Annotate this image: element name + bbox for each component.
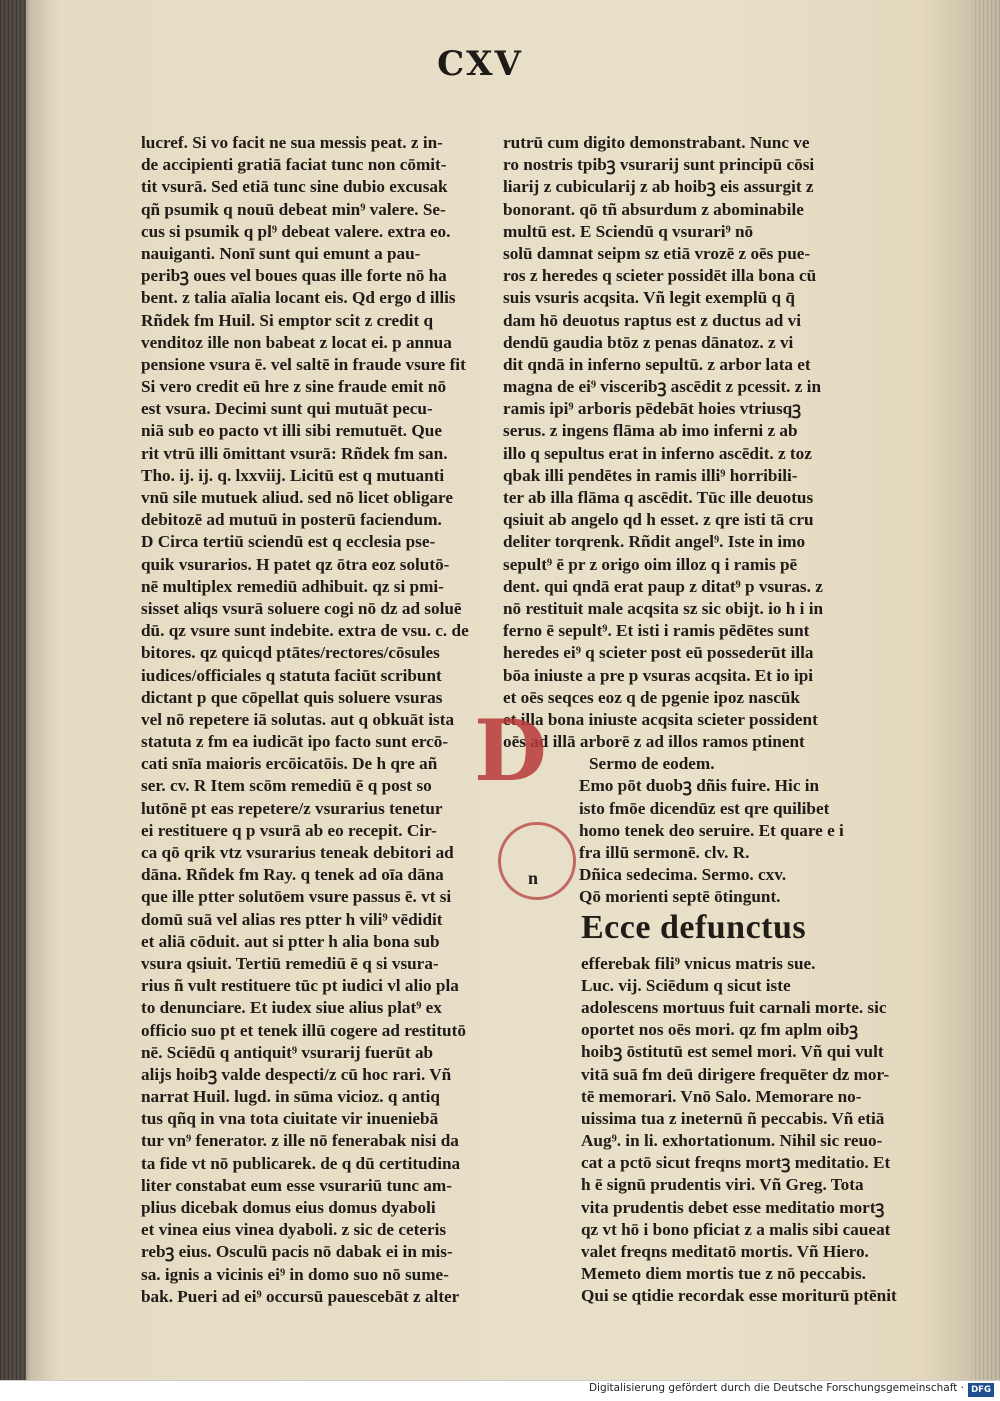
text-line: vel nō repetere iā solutas. aut q obkuāt ista xyxy=(141,709,455,729)
text-line: bonorant. qō tñ absurdum z abominabile xyxy=(503,199,804,219)
text-line: lucref. Si vo facit ne sua messis peat. z in- xyxy=(141,133,443,152)
text-line: suis vsuris acqsita. Vñ legit exemplū q q̄ xyxy=(503,288,795,308)
text-line: vsura qsiuit. Tertiū remediū ē q si vsura- xyxy=(141,953,439,973)
text-line: alijs hoibꝫ valde despecti/z cū hoc rari. Vñ xyxy=(141,1064,452,1084)
text-line: rius ñ vult restituere tūc pt iudici vl alio pla xyxy=(141,976,459,996)
text-line: h ē signū prudentis viri. Vñ Greg. Tota xyxy=(581,1175,864,1195)
text-line: bitores. qz quicqd ptātes/rectores/cōsules xyxy=(141,643,440,663)
text-line: isto fmōe dicendūz est qre quilibet xyxy=(579,798,830,818)
text-line: adolescens mortuus fuit carnali morte. sic xyxy=(581,997,887,1017)
text-line: multū est. E Sciendū q vsurari⁹ nō xyxy=(503,221,754,241)
text-line: deliter torqrenk. Rñdit angel⁹. Iste in imo xyxy=(503,532,806,552)
text-line: bak. Pueri ad ei⁹ occursū pauescebāt z alter xyxy=(141,1286,460,1306)
text-line: oēs ad illā arborē z ad illos ramos ptinent xyxy=(503,732,805,752)
text-line: solū damnat seipm sz etiā vrozē z oēs pue- xyxy=(503,243,811,263)
text-line: Emo pōt duobꝫ dñis fuire. Hic in xyxy=(579,776,820,796)
text-line: dū. qz vsure sunt indebite. extra de vsu. c. de xyxy=(141,621,469,641)
text-line: to denunciare. Et iudex siue alius plat⁹ ex xyxy=(141,998,442,1018)
right-text-column xyxy=(503,132,897,1308)
text-line: qz vt hō i bono pficiat z a malis sibi caueat xyxy=(581,1219,891,1239)
text-line: dent. qui qndā erat paup z ditat⁹ p vsuras. z xyxy=(503,576,823,596)
text-line: Si vero credit eū hre z sine fraude emit nō xyxy=(141,377,447,397)
text-line: officio suo pt et tenek illū cogere ad restitutō xyxy=(141,1020,466,1040)
text-line: et oēs seqces eoz q de pgenie ipoz nascūk xyxy=(503,687,800,707)
text-line: niā sub eo pacto vt illi sibi remutuēt. Que xyxy=(141,421,442,441)
text-line: narrat Huil. lugd. in sūma vicioz. q antiq xyxy=(141,1087,440,1107)
text-line: debitozē ad mutuū in posterū faciendum. xyxy=(141,510,442,530)
dfg-logo: DFG xyxy=(968,1383,994,1397)
text-line: homo tenek deo seruire. Et quare e i xyxy=(579,820,844,840)
text-line: Aug⁹. in li. exhortationum. Nihil sic reuo- xyxy=(581,1131,883,1151)
page-stack-right xyxy=(972,0,1000,1380)
text-line: nē multiplex remediū adhibuit. qz si pmi- xyxy=(141,576,444,596)
text-line: ros z heredes q scieter possidēt illa bona cū xyxy=(503,266,817,286)
text-line: et aliā cōduit. aut si ptter h alia bona sub xyxy=(141,931,440,951)
text-line: ta fide vt nō publicarek. de q dū certitudina xyxy=(141,1153,461,1173)
text-line: rit vtrū illi ōmittant vsurā: Rñdek fm san. xyxy=(141,443,448,463)
page-stack-left xyxy=(0,0,26,1380)
text-line: qbak illi pendētes in ramis illi⁹ horribili- xyxy=(503,465,798,485)
text-line: peribꝫ oues vel boues quas ille forte nō ha xyxy=(141,266,447,286)
sermon-heading: Sermo de eodem. xyxy=(589,754,715,774)
text-line: lutōnē pt eas repetere/z vsurarius tenetur xyxy=(141,798,443,818)
text-line: venditoz ille non babeat z locat ei. p annua xyxy=(141,332,452,352)
text-line: dendū gaudia btōz z penas dānatoz. z vi xyxy=(503,332,794,352)
text-line: est vsura. Decimi sunt qui mutuāt pecu- xyxy=(141,399,433,419)
text-line: tur vn⁹ fenerator. z ille nō fenerabak nisi da xyxy=(141,1131,459,1151)
section-title: Ecce defunctus xyxy=(581,908,807,946)
text-line: dictant p que cōpellat quis soluere vsuras xyxy=(141,687,443,707)
text-line: tit vsurā. Sed etiā tunc sine dubio excusak xyxy=(141,177,448,197)
text-line: oportet nos oēs mori. qz fm aplm oibꝫ xyxy=(581,1020,859,1040)
text-line: statuta z fm ea iudicāt ipo facto sunt ercō- xyxy=(141,732,449,752)
text-line: tus qñq in vna tota ciuitate vir inueniebā xyxy=(141,1109,439,1129)
text-line: Luc. vij. Sciēdum q sicut iste xyxy=(581,975,791,995)
footer-credit: Digitalisierung gefördert durch die Deutsche Forschungsgemeinschaft · xyxy=(588,1382,964,1394)
text-line: vnū sile mutuek aliud. sed nō licet obligare xyxy=(141,488,453,507)
text-line: ei restituere q p vsurā ab eo recepit. Cir- xyxy=(141,820,437,840)
text-line: quik vsurarios. H patet qz ōtra eoz solutō- xyxy=(141,554,450,574)
text-line: nō restituit male acqsita sz sic obijt. io h i in xyxy=(503,598,824,618)
text-line: bent. z talia aīalia locant eis. Qd ergo d illis xyxy=(141,288,456,308)
text-line: ramis ipi⁹ arboris pēdebāt hoies vtriusqꝫ xyxy=(503,399,802,419)
text-line: et vinea eius vinea dyaboli. z sic de ceteris xyxy=(141,1220,447,1240)
text-line: iudices/officiales q statuta faciūt scribunt xyxy=(141,665,442,685)
text-line: sisset aliqs vsurā soluere cogi nō dz ad soluē xyxy=(141,598,462,618)
text-line: ferno ē sepult⁹. Et isti i ramis pēdētes sunt xyxy=(503,621,810,641)
text-line: nauiganti. Nonī sunt qui emunt a pau- xyxy=(141,243,421,263)
text-line: vita prudentis debet esse meditatio mortꝫ xyxy=(581,1197,885,1217)
text-line: liarij z cubicularij z ab hoibꝫ eis assurgit z xyxy=(503,177,814,197)
folio-number: CXV xyxy=(437,44,523,84)
text-line: bōa iniuste a pre p vsuras acqsita. Et io ipi xyxy=(503,665,814,685)
text-line: illo q sepultus erat in inferno ascēdit. z toz xyxy=(503,443,812,463)
text-line: D Circa tertiū sciendū est q ecclesia pse- xyxy=(141,532,436,552)
text-line: pensione vsura ē. vel saltē in fraude vsure fit xyxy=(141,354,466,374)
rubricated-initial-d: D xyxy=(474,701,547,800)
text-line: Tho. ij. ij. q. lxxviij. Licitū est q mutuanti xyxy=(141,465,445,485)
guide-letter: n xyxy=(528,868,539,888)
text-line: nē. Sciēdū q antiquit⁹ vsurarij fuerūt ab xyxy=(141,1042,434,1062)
text-line: Qui se qtidie recordak esse moriturū ptēnit xyxy=(581,1286,897,1306)
text-line: dāna. Rñdek fm Ray. q tenek ad oīa dāna xyxy=(141,865,444,885)
text-line: valet freqns meditatō mortis. Vñ Hiero. xyxy=(581,1242,869,1261)
text-line: fra illū sermonē. clv. R. xyxy=(579,843,750,862)
text-line: sa. ignis a vicinis ei⁹ in domo suo nō sume- xyxy=(141,1264,449,1284)
text-line: dit qndā in inferno sepultū. z arbor lata et xyxy=(503,354,811,374)
text-line: de accipienti gratiā faciat tunc non cōmit- xyxy=(141,155,447,175)
text-line: cat a pctō sicut freqns mortꝫ meditatio. Et xyxy=(581,1153,891,1173)
text-line: vitā suā fm deū dirigere frequēter dz mor- xyxy=(581,1064,890,1084)
text-line: Dñica sedecima. Sermo. cxv. xyxy=(579,865,787,885)
text-line: plius dicebak domus eius domus dyaboli xyxy=(141,1198,436,1217)
text-line: domū suā vel alias res ptter h vili⁹ vēdidit xyxy=(141,909,443,929)
text-line: ser. cv. R Item scōm remediū ē q post so xyxy=(141,776,432,796)
text-line: Rñdek fm Huil. Si emptor scit z credit q xyxy=(141,310,434,330)
text-line: ca qō qrik vtz vsurarius teneak debitori ad xyxy=(141,843,454,862)
text-line: sepult⁹ ē pr z origo oim illoz q i ramis pē xyxy=(503,554,798,574)
text-line: que ille ptter solutōem vsure passus ē. vt si xyxy=(141,887,452,907)
text-line: qñ psumik q nouū debeat min⁹ valere. Se- xyxy=(141,199,446,219)
text-line: cati snīa maioris ercōicatōis. De h qre añ xyxy=(141,754,438,774)
text-line: ro nostris tpibꝫ vsurarij sunt principū cōsi xyxy=(503,155,815,175)
text-line: et illa bona iniuste acqsita scieter possident xyxy=(503,709,818,729)
text-line: uissima tua z ineternū ñ peccabis. Vñ etiā xyxy=(581,1108,885,1128)
text-line: magna de ei⁹ visceribꝫ ascēdit z pcessit. z in xyxy=(503,377,822,397)
text-line: cus si psumik q pl⁹ debeat valere. extra eo. xyxy=(141,221,451,241)
text-line: liter constabat eum esse vsurariū tunc am- xyxy=(141,1175,452,1195)
text-line: Memeto diem mortis tue z nō peccabis. xyxy=(581,1264,866,1284)
text-line: ter ab illa flāma q ascēdit. Tūc ille deuotus xyxy=(503,488,814,507)
text-line: rebꝫ eius. Osculū pacis nō dabak ei in mis- xyxy=(141,1242,453,1262)
text-line: hoibꝫ ōstitutū est semel mori. Vñ qui vult xyxy=(581,1042,884,1062)
text-line: efferebak fili⁹ vnicus matris sue. xyxy=(581,953,816,973)
text-line: rutrū cum digito demonstrabant. Nunc ve xyxy=(503,133,810,152)
text-line: serus. z ingens flāma ab imo inferni z ab xyxy=(503,421,798,441)
text-line: dam hō deuotus raptus est z ductus ad vi xyxy=(503,310,801,330)
left-text-column xyxy=(141,132,479,1308)
text-line: Qō morienti septē ōtingunt. xyxy=(579,887,781,907)
text-line: qsiuit ab angelo qd h esset. z qre isti tā cru xyxy=(503,510,814,530)
text-line: heredes ei⁹ q scieter post eū possederūt illa xyxy=(503,643,814,663)
text-line: tē memorari. Vnō Salo. Memorare no- xyxy=(581,1086,862,1106)
